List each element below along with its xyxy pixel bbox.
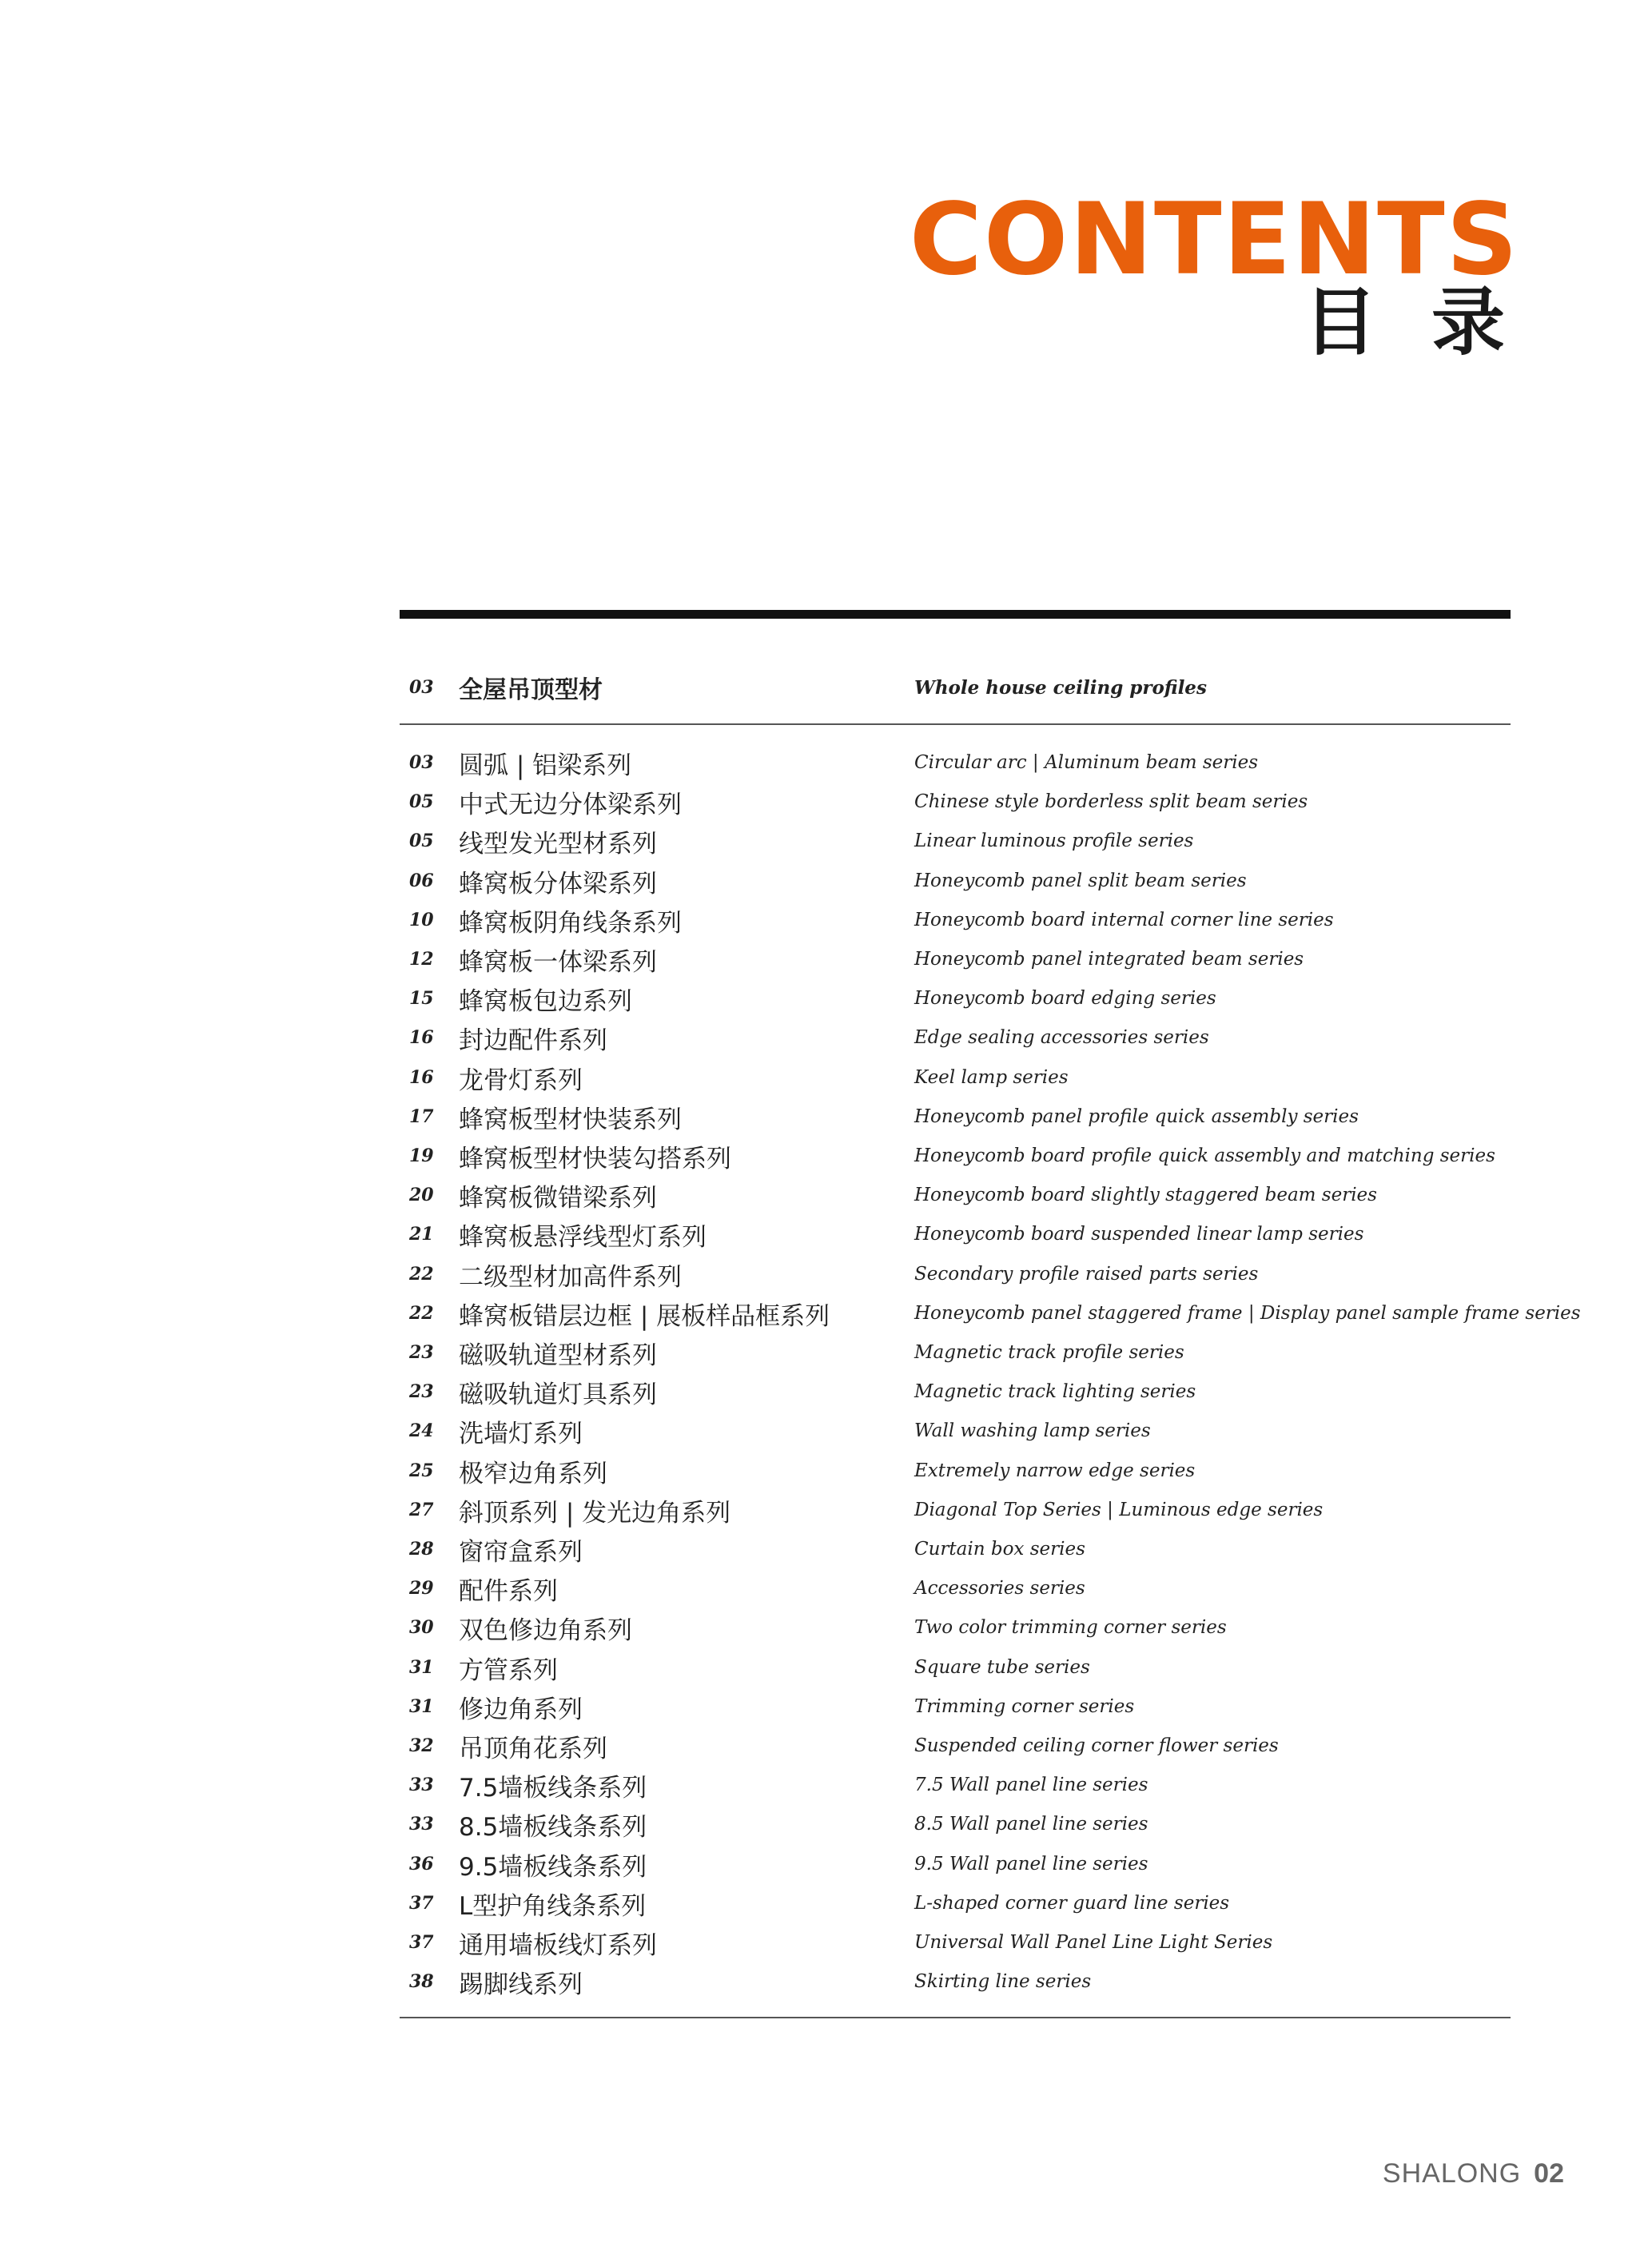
entry-title-cn: 蜂窝板包边系列: [459, 986, 632, 1016]
entry-title-cn: 蜂窝板微错梁系列: [459, 1183, 657, 1213]
toc-entry[interactable]: [409, 1455, 1195, 1487]
entry-title-cn: 8.5墙板线条系列: [459, 1812, 647, 1842]
entry-page-number: 05: [409, 831, 434, 851]
entry-title-en: Honeycomb board suspended linear lamp series: [914, 1224, 1364, 1245]
entry-title-en: Square tube series: [914, 1657, 1090, 1678]
entry-page-number: 15: [409, 988, 434, 1009]
toc-entry[interactable]: [409, 1376, 1196, 1408]
entry-title-cn: 斜顶系列 | 发光边角系列: [459, 1498, 731, 1528]
entry-title-en: Circular arc | Aluminum beam series: [914, 752, 1259, 773]
entry-page-number: 33: [409, 1775, 434, 1795]
entry-title-cn: 9.5墙板线条系列: [459, 1852, 647, 1882]
entry-title-en: Edge sealing accessories series: [914, 1027, 1209, 1048]
entry-title-en: Skirting line series: [914, 1971, 1092, 1992]
section-divider: [400, 723, 1511, 725]
toc-entry[interactable]: [409, 943, 1304, 975]
entry-page-number: 33: [409, 1814, 434, 1835]
entry-title-cn: 蜂窝板型材快装勾搭系列: [459, 1144, 731, 1173]
entry-title-cn: 方管系列: [459, 1655, 558, 1685]
entry-page-number: 05: [409, 791, 434, 812]
entry-page-number: 32: [409, 1735, 434, 1756]
toc-entry[interactable]: [409, 1218, 1363, 1250]
section-title-cn: 全屋吊顶型材: [459, 676, 603, 704]
entry-title-cn: 配件系列: [459, 1576, 558, 1606]
entry-title-cn: 蜂窝板阴角线条系列: [459, 908, 682, 938]
entry-title-cn: 蜂窝板错层边框 | 展板样品框系列: [459, 1301, 830, 1331]
toc-entry[interactable]: [409, 1691, 1134, 1723]
entry-title-cn: 蜂窝板一体梁系列: [459, 947, 657, 977]
entry-title-cn: 线型发光型材系列: [459, 829, 657, 859]
entry-title-cn: 窗帘盒系列: [459, 1537, 583, 1567]
toc-entry[interactable]: [409, 1337, 1184, 1369]
entry-page-number: 06: [409, 871, 434, 891]
entry-title-cn: L型护角线条系列: [459, 1891, 647, 1921]
entry-title-en: Magnetic track profile series: [914, 1342, 1184, 1363]
entry-title-cn: 通用墙板线灯系列: [459, 1930, 657, 1960]
entry-title-cn: 踢脚线系列: [459, 1970, 583, 1999]
toc-entry[interactable]: [409, 1966, 1091, 1998]
toc-entry[interactable]: [409, 904, 1334, 936]
toc-entry[interactable]: [409, 1494, 1323, 1526]
entry-title-cn: 磁吸轨道灯具系列: [459, 1380, 657, 1409]
toc-entry[interactable]: [409, 1848, 1148, 1880]
toc-entry[interactable]: [409, 1297, 1581, 1329]
entry-page-number: 23: [409, 1342, 434, 1363]
entry-page-number: 25: [409, 1460, 434, 1481]
entry-page-number: 23: [409, 1381, 434, 1402]
entry-title-cn: 蜂窝板悬浮线型灯系列: [459, 1222, 707, 1252]
page-footer: [1383, 2158, 1564, 2189]
entry-page-number: 20: [409, 1185, 434, 1205]
entry-page-number: 22: [409, 1264, 434, 1285]
bottom-divider: [400, 2017, 1511, 2018]
entry-title-en: L-shaped corner guard line series: [914, 1893, 1230, 1914]
entry-title-cn: 吊顶角花系列: [459, 1734, 607, 1763]
entry-title-cn: 封边配件系列: [459, 1026, 607, 1055]
toc-entry[interactable]: [409, 1887, 1229, 1919]
section-page-number: 03: [409, 677, 434, 698]
toc-entry[interactable]: [409, 1769, 1148, 1801]
entry-page-number: 24: [409, 1420, 434, 1441]
section-title-en: Whole house ceiling profiles: [914, 676, 1207, 699]
entry-title-en: Chinese style borderless split beam series: [914, 791, 1308, 812]
entry-title-en: Keel lamp series: [914, 1067, 1069, 1088]
page-number: 02: [1534, 2158, 1564, 2189]
toc-entry[interactable]: [409, 786, 1308, 818]
entry-page-number: 16: [409, 1067, 434, 1088]
entry-title-en: Two color trimming corner series: [914, 1617, 1227, 1638]
entry-title-en: Accessories series: [914, 1578, 1085, 1599]
entry-page-number: 21: [409, 1224, 434, 1245]
entry-title-cn: 洗墙灯系列: [459, 1419, 583, 1448]
entry-title-en: Honeycomb board profile quick assembly and matching series: [914, 1145, 1495, 1166]
entry-title-en: Honeycomb board slightly staggered beam series: [914, 1185, 1377, 1205]
contents-title-cn: 目 录: [1303, 280, 1519, 365]
entry-page-number: 28: [409, 1539, 434, 1560]
entry-title-cn: 二级型材加高件系列: [459, 1262, 682, 1292]
entry-page-number: 16: [409, 1027, 434, 1048]
entry-title-en: Honeycomb board edging series: [914, 988, 1216, 1009]
entry-page-number: 37: [409, 1932, 434, 1953]
entry-title-en: Secondary profile raised parts series: [914, 1264, 1259, 1285]
entry-title-en: Honeycomb panel integrated beam series: [914, 949, 1304, 970]
toc-entry[interactable]: [409, 1179, 1377, 1211]
entry-title-en: 9.5 Wall panel line series: [914, 1854, 1148, 1874]
entry-title-en: Honeycomb panel profile quick assembly series: [914, 1106, 1359, 1127]
toc-entry[interactable]: [409, 982, 1216, 1014]
entry-page-number: 31: [409, 1657, 434, 1678]
entry-page-number: 17: [409, 1106, 434, 1127]
entry-title-en: Diagonal Top Series | Luminous edge series: [914, 1500, 1324, 1520]
entry-title-en: Curtain box series: [914, 1539, 1085, 1560]
entry-page-number: 37: [409, 1893, 434, 1914]
entry-title-en: Suspended ceiling corner flower series: [914, 1735, 1279, 1756]
toc-entry[interactable]: [409, 1062, 1069, 1094]
entry-title-en: Honeycomb board internal corner line series: [914, 910, 1334, 930]
entry-title-cn: 7.5墙板线条系列: [459, 1773, 647, 1803]
toc-entry[interactable]: [409, 865, 1247, 897]
entry-title-en: 7.5 Wall panel line series: [914, 1775, 1148, 1795]
toc-entry[interactable]: [409, 1415, 1151, 1447]
entry-title-en: Honeycomb panel split beam series: [914, 871, 1247, 891]
entry-page-number: 36: [409, 1854, 434, 1874]
toc-entry[interactable]: [409, 1101, 1359, 1133]
entry-page-number: 29: [409, 1578, 434, 1599]
entry-page-number: 12: [409, 949, 434, 970]
entry-title-en: Universal Wall Panel Line Light Series: [914, 1932, 1273, 1953]
toc-entry[interactable]: [409, 1730, 1279, 1762]
entry-page-number: 31: [409, 1696, 434, 1717]
section-header[interactable]: [409, 671, 1207, 703]
entry-title-cn: 双色修边角系列: [459, 1616, 632, 1645]
toc-entry[interactable]: [409, 1140, 1495, 1172]
toc-entry[interactable]: [409, 1572, 1085, 1604]
entry-title-en: Wall washing lamp series: [914, 1420, 1151, 1441]
entry-page-number: 10: [409, 910, 434, 930]
top-divider: [400, 610, 1511, 619]
entry-title-cn: 磁吸轨道型材系列: [459, 1341, 657, 1370]
toc-entry[interactable]: [409, 1533, 1085, 1565]
entry-title-en: Linear luminous profile series: [914, 831, 1194, 851]
entry-page-number: 03: [409, 752, 434, 773]
entry-title-cn: 龙骨灯系列: [459, 1066, 583, 1095]
entry-title-cn: 修边角系列: [459, 1695, 583, 1724]
entry-page-number: 38: [409, 1971, 434, 1992]
toc-entry[interactable]: [409, 1926, 1272, 1958]
entry-title-en: Trimming corner series: [914, 1696, 1135, 1717]
toc-entry[interactable]: [409, 1022, 1209, 1054]
toc-entry[interactable]: [409, 1651, 1090, 1683]
entry-title-en: Extremely narrow edge series: [914, 1460, 1196, 1481]
entry-title-en: Honeycomb panel staggered frame | Display panel sample frame series: [914, 1303, 1581, 1324]
entry-title-en: Magnetic track lighting series: [914, 1381, 1196, 1402]
toc-entry[interactable]: [409, 825, 1193, 857]
toc-entry[interactable]: [409, 1612, 1227, 1643]
entry-page-number: 22: [409, 1303, 434, 1324]
entry-page-number: 27: [409, 1500, 434, 1520]
entry-title-en: 8.5 Wall panel line series: [914, 1814, 1148, 1835]
brand-name: SHALONG: [1382, 2158, 1522, 2189]
entry-title-cn: 中式无边分体梁系列: [459, 790, 682, 819]
entry-title-cn: 蜂窝板型材快装系列: [459, 1105, 682, 1134]
entry-page-number: 19: [409, 1145, 434, 1166]
toc-entry[interactable]: [409, 747, 1258, 779]
contents-title: CONTENTS: [909, 182, 1519, 297]
entry-title-cn: 蜂窝板分体梁系列: [459, 869, 657, 898]
entry-title-cn: 极窄边角系列: [459, 1459, 607, 1488]
entry-title-cn: 圆弧 | 铝梁系列: [459, 751, 632, 780]
entry-page-number: 30: [409, 1617, 434, 1638]
toc-entry[interactable]: [409, 1258, 1258, 1290]
toc-entry[interactable]: [409, 1808, 1148, 1840]
